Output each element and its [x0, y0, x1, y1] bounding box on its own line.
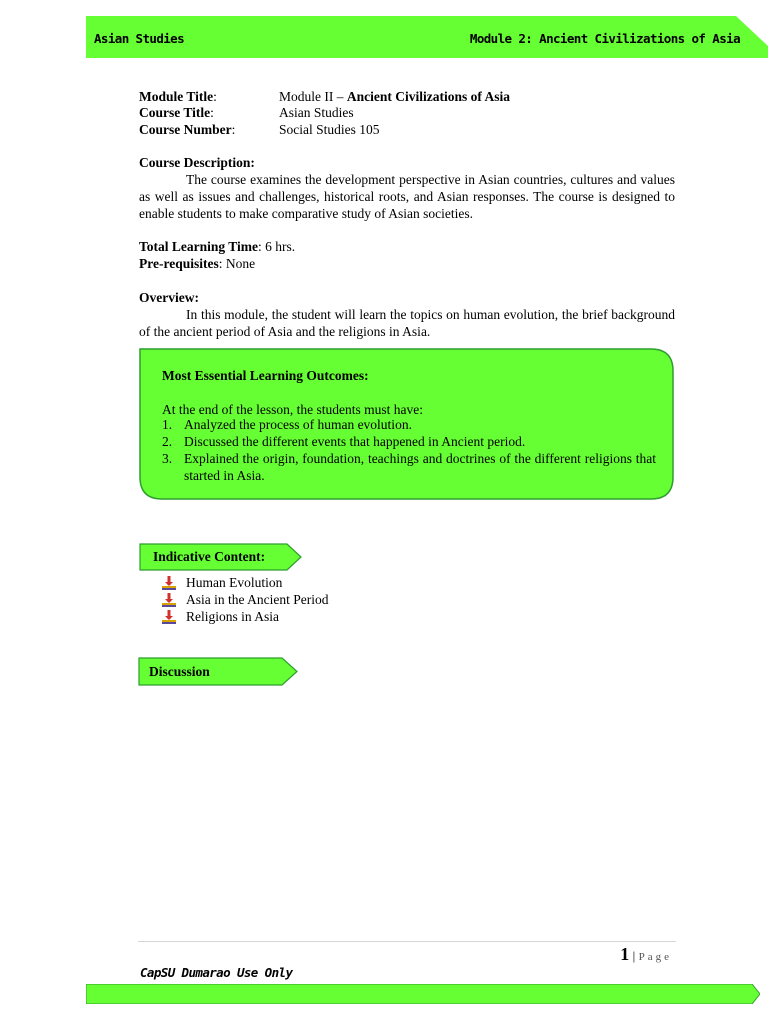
- prerequisites-value: : None: [218, 256, 256, 271]
- indicative-content-label: Indicative Content:: [153, 549, 266, 564]
- course-number-label: Course Number: [139, 122, 232, 137]
- overview-label: Overview:: [139, 290, 199, 305]
- outcome-item: [162, 450, 656, 484]
- outcomes-title: Most Essential Learning Outcomes:: [162, 368, 369, 383]
- prerequisites-row: [139, 255, 675, 272]
- content-item-text: Religions in Asia: [186, 609, 280, 624]
- outcomes-list: [162, 416, 656, 484]
- course-title-value: Asian Studies: [279, 105, 354, 120]
- discussion-label: Discussion: [149, 664, 210, 679]
- learning-time-value: : 6 hrs.: [258, 239, 296, 254]
- footer-divider: [138, 941, 676, 942]
- page-number-block: [620, 944, 672, 967]
- outcome-text: Analyzed the process of human evolution.: [184, 417, 412, 432]
- outcomes-intro: At the end of the lesson, the students must have:: [162, 402, 423, 417]
- outcome-text: Discussed the different events that happened in Ancient period.: [184, 434, 526, 449]
- learning-time-row: [139, 238, 675, 255]
- outcome-number: 1.: [162, 417, 173, 432]
- bullet-icon: [162, 593, 176, 607]
- course-description-text: The course examines the development perspective in Asian countries, cultures and values as well as issues and challenges, historical roots, and Asian responses. The course is designed to enable students to make comparative study of Asian societies.: [139, 172, 675, 221]
- course-description-label: Course Description:: [139, 155, 255, 170]
- outcome-item: [162, 416, 656, 433]
- page-word: Page: [638, 951, 672, 963]
- bullet-icon: [162, 576, 176, 590]
- module-title-prefix: Module II –: [279, 89, 347, 104]
- module-title-row: Module Title: Module II – Ancient Civilizations of Asia: [139, 89, 511, 104]
- header-course-name: Asian Studies: [94, 31, 185, 46]
- list-item: [162, 574, 328, 591]
- footer-band: [86, 984, 760, 1004]
- bullet-icon: [162, 610, 176, 624]
- indicative-content-list: [162, 574, 328, 625]
- outcome-item: [162, 433, 656, 450]
- content-item-text: Asia in the Ancient Period: [186, 592, 329, 607]
- course-number-value: Social Studies 105: [279, 122, 380, 137]
- outcome-number: 3.: [162, 451, 173, 466]
- overview-text: In this module, the student will learn the topics on human evolution, the brief background of the ancient period of Asia and the religions in Asia.: [139, 307, 675, 339]
- footer-note: CapSU Dumarao Use Only: [140, 965, 293, 980]
- overview: [139, 289, 675, 340]
- page-separator: |: [632, 948, 636, 963]
- module-title-value: Ancient Civilizations of Asia: [346, 89, 511, 104]
- prerequisites-label: Pre-requisites: [139, 256, 219, 271]
- content-item-text: Human Evolution: [186, 575, 283, 590]
- page-number: 1: [620, 944, 630, 964]
- list-item: [162, 608, 328, 625]
- course-title-row: Course Title: Asian Studies: [139, 105, 354, 120]
- header-module-name: Module 2: Ancient Civilizations of Asia: [469, 31, 740, 46]
- module-title-label: Module Title: [139, 89, 214, 104]
- learning-time-label: Total Learning Time: [139, 239, 259, 254]
- course-title-label: Course Title: [139, 105, 211, 120]
- outcome-number: 2.: [162, 434, 173, 449]
- course-number-row: Course Number: Social Studies 105: [139, 122, 380, 137]
- outcome-text: Explained the origin, foundation, teachings and doctrines of the different religions that started in Asia.: [184, 451, 656, 483]
- course-description: [139, 154, 675, 222]
- list-item: [162, 591, 328, 608]
